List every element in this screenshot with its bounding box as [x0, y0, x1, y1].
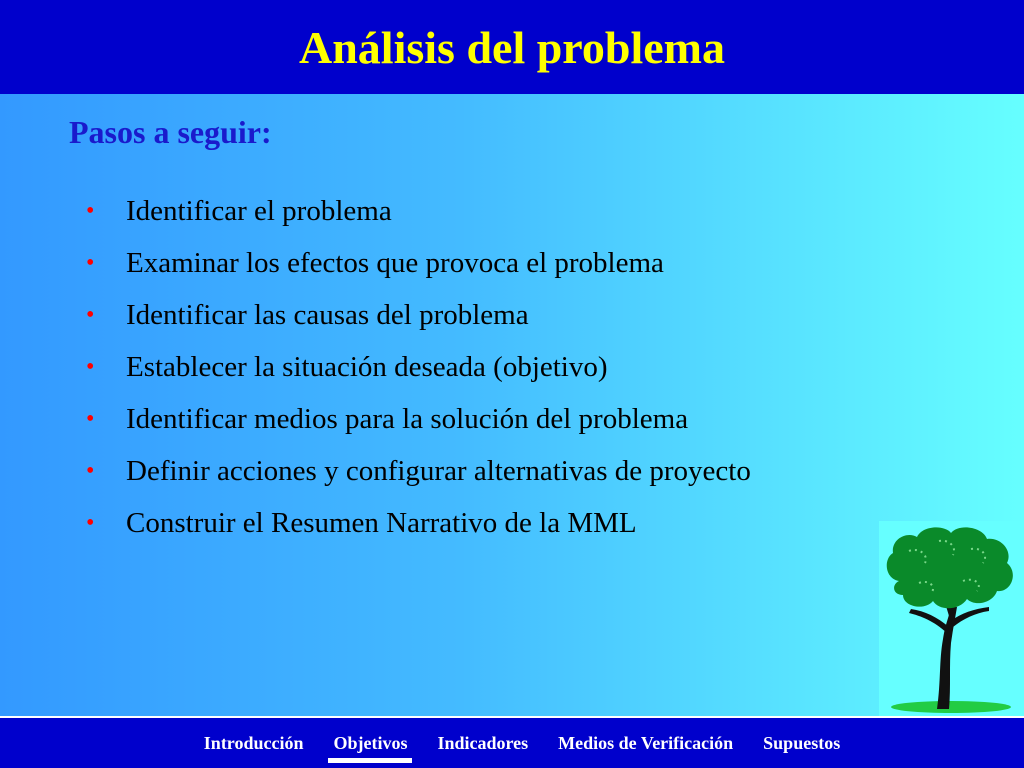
nav-link-indicadores[interactable]: Indicadores	[437, 732, 529, 753]
tree-illustration	[879, 521, 1024, 716]
nav-link-objetivos[interactable]: Objetivos	[318, 733, 422, 754]
list-item	[86, 242, 846, 284]
bullet-icon: •	[86, 354, 95, 380]
step-text: Establecer la situación deseada (objetivo)	[126, 351, 608, 383]
steps-list	[86, 190, 846, 554]
bullet-icon: •	[86, 406, 95, 432]
list-item	[86, 294, 846, 336]
step-text: Identificar las causas del problema	[126, 299, 529, 331]
bullet-icon: •	[86, 250, 95, 276]
nav-link-introduccion[interactable]: Introducción	[203, 732, 304, 753]
nav-link-supuestos[interactable]: Supuestos	[763, 732, 841, 753]
step-text: Construir el Resumen Narrativo de la MML	[126, 507, 637, 539]
nav-link-medios-de-verificacion[interactable]: Medios de Verificación	[558, 732, 734, 753]
bullet-icon: •	[86, 302, 95, 328]
bullet-icon: •	[86, 198, 95, 224]
section-subtitle: Pasos a seguir:	[69, 114, 272, 150]
bullet-icon: •	[86, 510, 95, 536]
slide-title: Análisis del problema	[299, 21, 725, 73]
tree-icon	[879, 521, 1024, 716]
list-item	[86, 190, 846, 232]
list-item	[86, 502, 846, 544]
bullet-icon: •	[86, 458, 95, 484]
step-text: Definir acciones y configurar alternativas de proyecto	[126, 455, 751, 487]
step-text: Identificar medios para la solución del problema	[126, 403, 689, 435]
slide-body	[0, 94, 1024, 716]
list-item	[86, 398, 846, 440]
step-text: Examinar los efectos que provoca el problema	[126, 247, 664, 279]
list-item	[86, 450, 846, 492]
step-text: Identificar el problema	[126, 195, 392, 227]
list-item	[86, 346, 846, 388]
slide-header	[0, 0, 1024, 94]
bottom-nav	[0, 716, 1024, 768]
